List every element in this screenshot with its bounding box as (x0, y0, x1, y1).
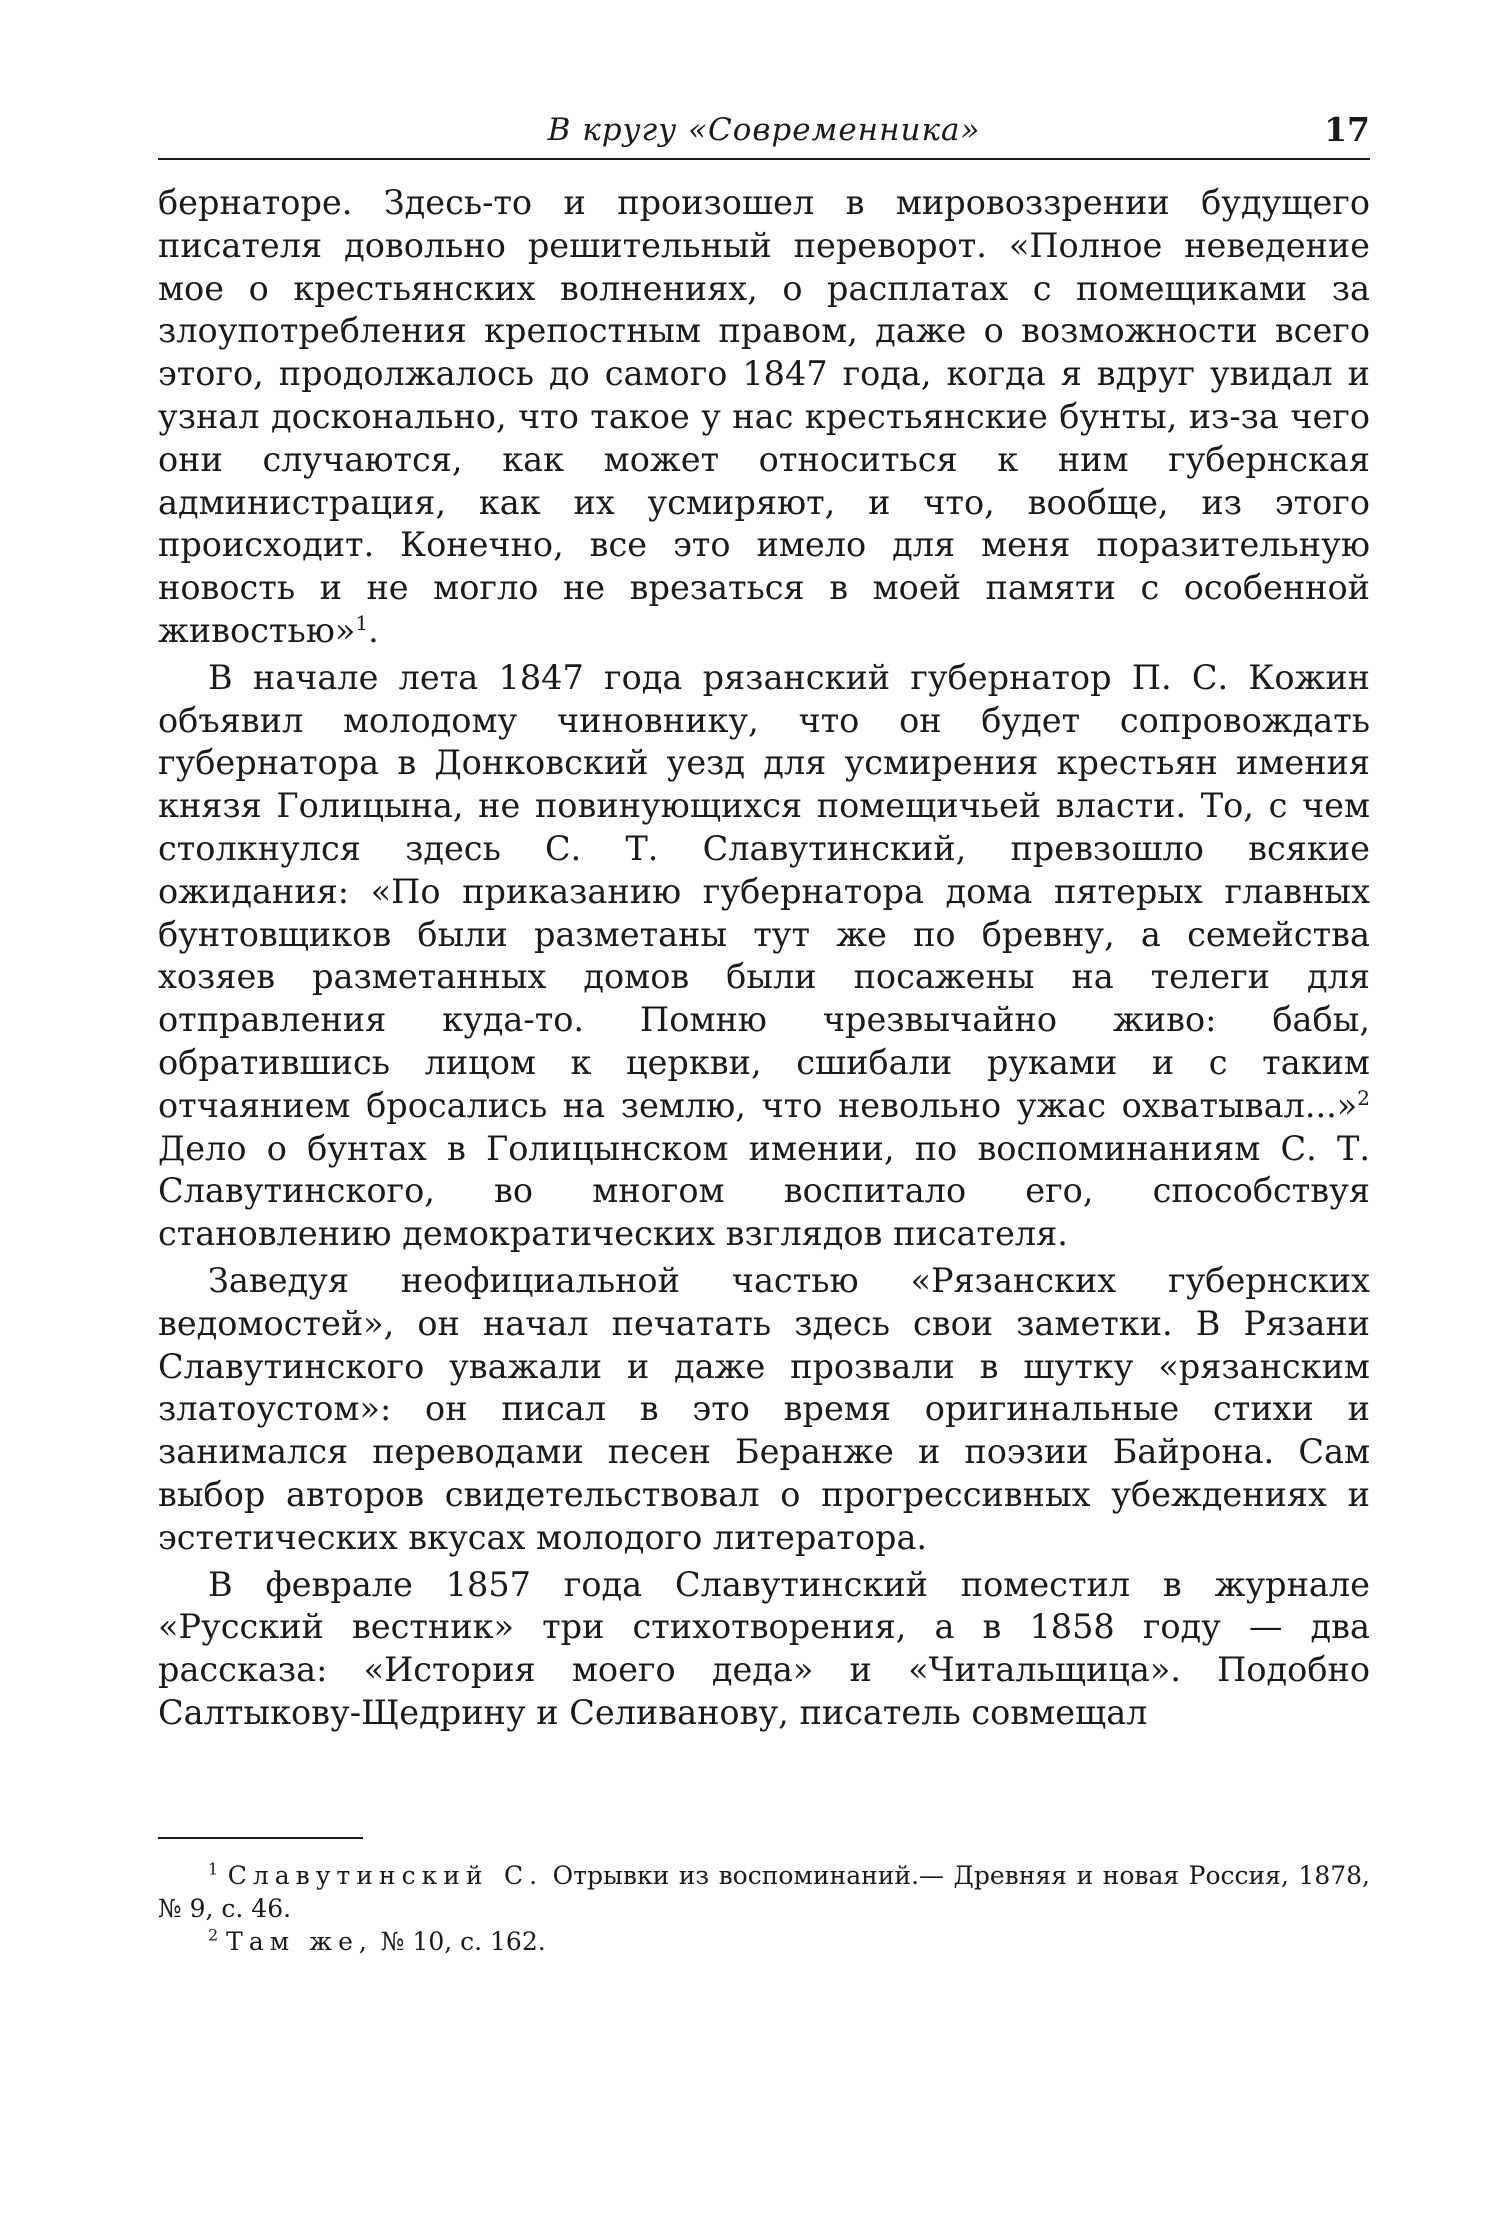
paragraph-3-text: Заведуя неофициальной частью «Рязанских губернских ведомостей», он начал печатать здесь свои заметки. В Рязани Славутинского уважали и даже прозвали в шутку «рязанским златоустом»: он писал в это время оригинальные стихи и занимался переводами песен Беранже и поэзии Байрона. Сам выбор авторов свидетельствовал о прогрессивных убеждениях и эстетических вкусах молодого литератора. (158, 1260, 1370, 1557)
footnote-1-mark: 1 (208, 1859, 219, 1879)
paragraph-3 (158, 1260, 1370, 1560)
footnote-rule (158, 1837, 363, 1839)
footnote-1-text: Отрывки из воспоминаний.— Древняя и новая Россия, 1878, № 9, с. 46. (158, 1860, 1370, 1923)
footnote-1-author: Славутинский С. (227, 1860, 544, 1890)
book-page (158, 108, 1370, 1958)
paragraph-2-tail: Дело о бунтах в Голицынском имении, по воспоминаниям С. Т. Славутинского, во многом воспитало его, способствуя становлению демократических взглядов писателя. (158, 1128, 1370, 1254)
body-text (158, 182, 1370, 1735)
paragraph-2 (158, 657, 1370, 1256)
running-head (158, 108, 1370, 160)
footnote-2-text: № 10, с. 162. (372, 1926, 546, 1956)
footnote-2-author: Там же, (226, 1926, 373, 1956)
paragraph-4-text: В феврале 1857 года Славутинский поместил в журнале «Русский вестник» три стихотворения, а в 1858 году — два рассказа: «История моего деда» и «Читальщица». Подобно Салтыкову-Щедрину и Селиванову, писатель совмещал (158, 1564, 1370, 1732)
paragraph-1 (158, 182, 1370, 653)
footnote-2 (158, 1925, 1370, 1958)
paragraph-1-tail: . (368, 610, 379, 650)
footnote-2-mark: 2 (208, 1925, 219, 1945)
page-number: 17 (1324, 110, 1370, 149)
footnotes (158, 1859, 1370, 1958)
paragraph-1-text: бернаторе. Здесь-то и произошел в мировоззрении будущего писателя довольно решительный переворот. «Полное неведение мое о крестьянских волнениях, о расплатах с помещиками за злоупотребления крепостным правом, даже о возможности всего этого, продолжалось до самого 1847 года, когда я вдруг увидал и узнал досконально, что такое у нас крестьянские бунты, из-за чего они случаются, как может относиться к ним губернская администрация, как их усмиряют, и что, вообще, из этого происходит. Конечно, все это имело для меня поразительную новость и не могло не врезаться в моей памяти с особенной живостью» (158, 183, 1370, 650)
footnote-ref-2: 2 (1357, 1085, 1370, 1110)
paragraph-4 (158, 1564, 1370, 1735)
paragraph-2-text: В начале лета 1847 года рязанский губернатор П. С. Кожин объявил молодому чиновнику, что он будет сопровождать губернатора в Донковский уезд для усмирения крестьян имения князя Голицына, не повинующихся помещичьей власти. То, с чем столкнулся здесь С. Т. Славутинский, превзошло всякие ожидания: «По приказанию губернатора дома пятерых главных бунтовщиков были разметаны тут же по бревну, а семейства хозяев разметанных домов были посажены на телеги для отправления куда-то. Помню чрезвычайно живо: бабы, обратившись лицом к церкви, сшибали руками и с таким отчаянием бросались на землю, что невольно ужас охватывал...» (158, 657, 1370, 1125)
running-title: В кругу «Современника» (547, 112, 981, 148)
footnote-ref-1: 1 (355, 610, 369, 635)
footnote-1 (158, 1859, 1370, 1925)
